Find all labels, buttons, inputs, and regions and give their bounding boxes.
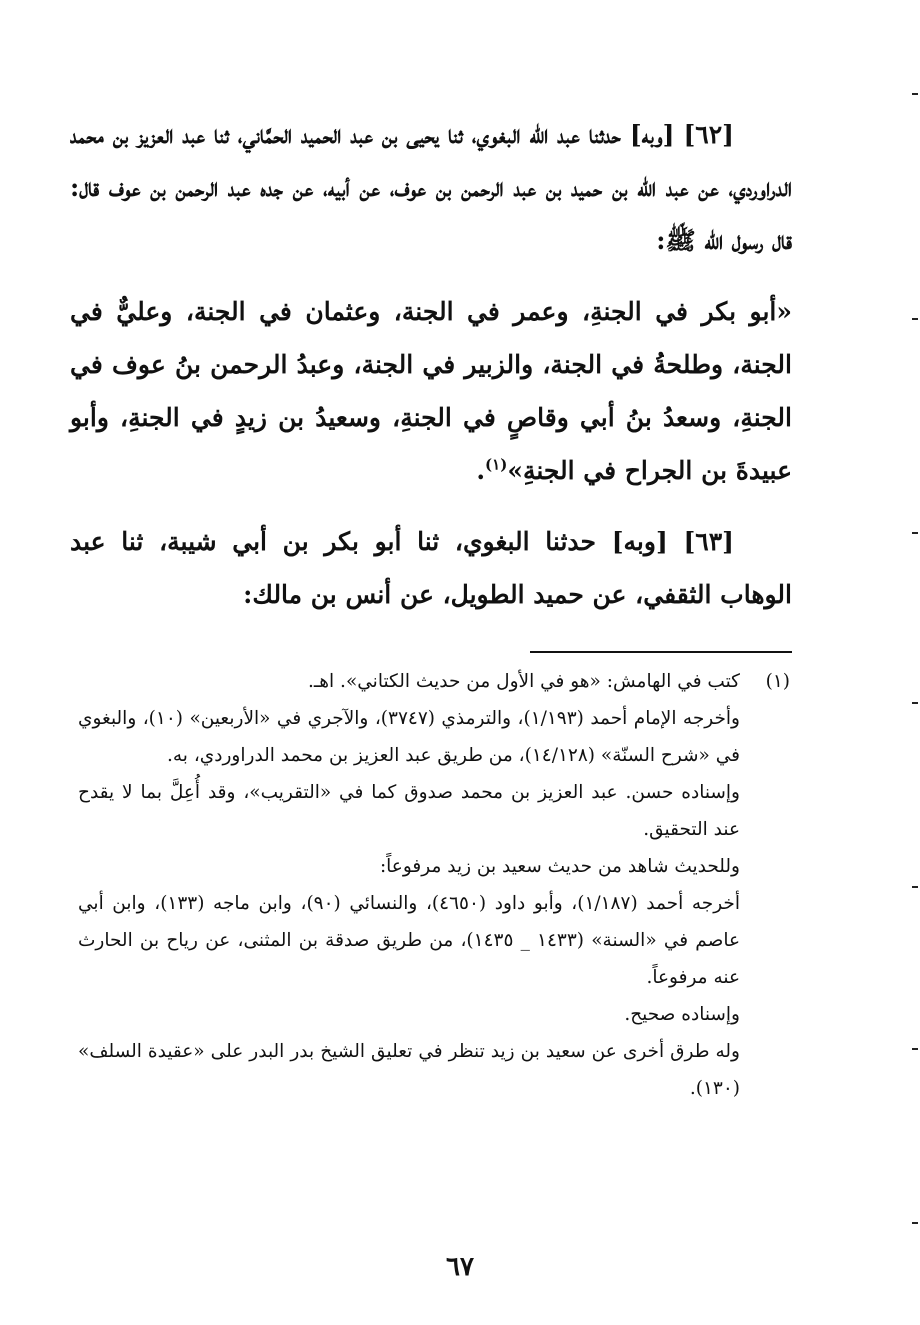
scan-mark [912,886,918,888]
hadith-text: «أبو بكر في الجنةِ، وعمر في الجنة، وعثمان في الجنة، وعليٌّ في الجنة، وطلحةُ في الجنة، والزبير في الجنة، وعبدُ الرحمن بنُ عوف في الجنةِ، وسعدُ بنُ أبي وقاصٍ في الجنةِ، وسعيدُ بن زيدٍ في الجنةِ، وأبو عبيدةَ بن الجراح في الجنةِ» [70,297,792,485]
paragraph-hadith-text [70,285,792,497]
footnote-line: أخرجه أحمد (١/١٨٧)، وأبو داود (٤٦٥٠)، والنسائي (٩٠)، وابن ماجه (١٣٣)، وابن أبي عاصم في «السنة» (١٤٣٣ _ ١٤٣٥)، من طريق صدقة بن المثنى، عن رياح بن الحارث عنه مرفوعاً. [78,893,740,988]
footnote-line: وإسناده حسن. عبد العزيز بن محمد صدوق كما في «التقريب»، وقد أُعِلَّ بما لا يقدح عند التحقيق. [78,782,740,840]
footnote-reference[interactable]: (١) [485,455,508,474]
scan-mark [912,318,918,320]
main-text [70,108,792,621]
scan-mark [912,93,918,95]
footnote-line: وأخرجه الإمام أحمد (١/١٩٣)، والترمذي (٣٧٤٧)، والآجري في «الأربعين» (١٠)، والبغوي في «شرح السنّة» (١٤/١٢٨)، من طريق عبد العزيز بن محمد الدراوردي، به. [78,708,740,766]
footnote-body [78,663,790,1107]
page-number: ٦٧ [446,1252,474,1282]
period: . [476,456,486,485]
footnote-line: كتب في الهامش: «هو في الأول من حديث الكتاني». اهـ. [307,671,740,692]
scan-mark [912,1222,918,1224]
footnote-marker: (١) [765,671,790,692]
footnote-separator [530,651,792,653]
footnote-line: وللحديث شاهد من حديث سعيد بن زيد مرفوعاً: [379,856,740,877]
paragraph-hadith-63: [٦٣] [وبه] حدثنا البغوي، ثنا أبو بكر بن أبي شيبة، ثنا عبد الوهاب الثقفي، عن حميد الطويل، عن أنس بن مالك: [70,527,792,609]
footnote-block [78,663,790,1107]
scan-mark [912,1048,918,1050]
paragraph-hadith-62: [٦٢] [وبه] حدثنا عبد الله البغوي، ثنا يحيى بن عبد الحميد الحمَّاني، ثنا عبد العزيز بن محمد الدراوردي، عن عبد الله بن حميد بن عبد الرحمن بن عوف، عن أبيه، عن جده عبد الرحمن بن عوف قال: قال رسول الله ﷺ: [70,120,792,255]
footnote-line: وله طرق أخرى عن سعيد بن زيد تنظر في تعليق الشيخ بدر البدر على «عقيدة السلف» (١٣٠). [78,1041,740,1099]
scan-mark [912,702,918,704]
scan-mark [912,532,918,534]
footnote-line: وإسناده صحيح. [624,1004,740,1025]
